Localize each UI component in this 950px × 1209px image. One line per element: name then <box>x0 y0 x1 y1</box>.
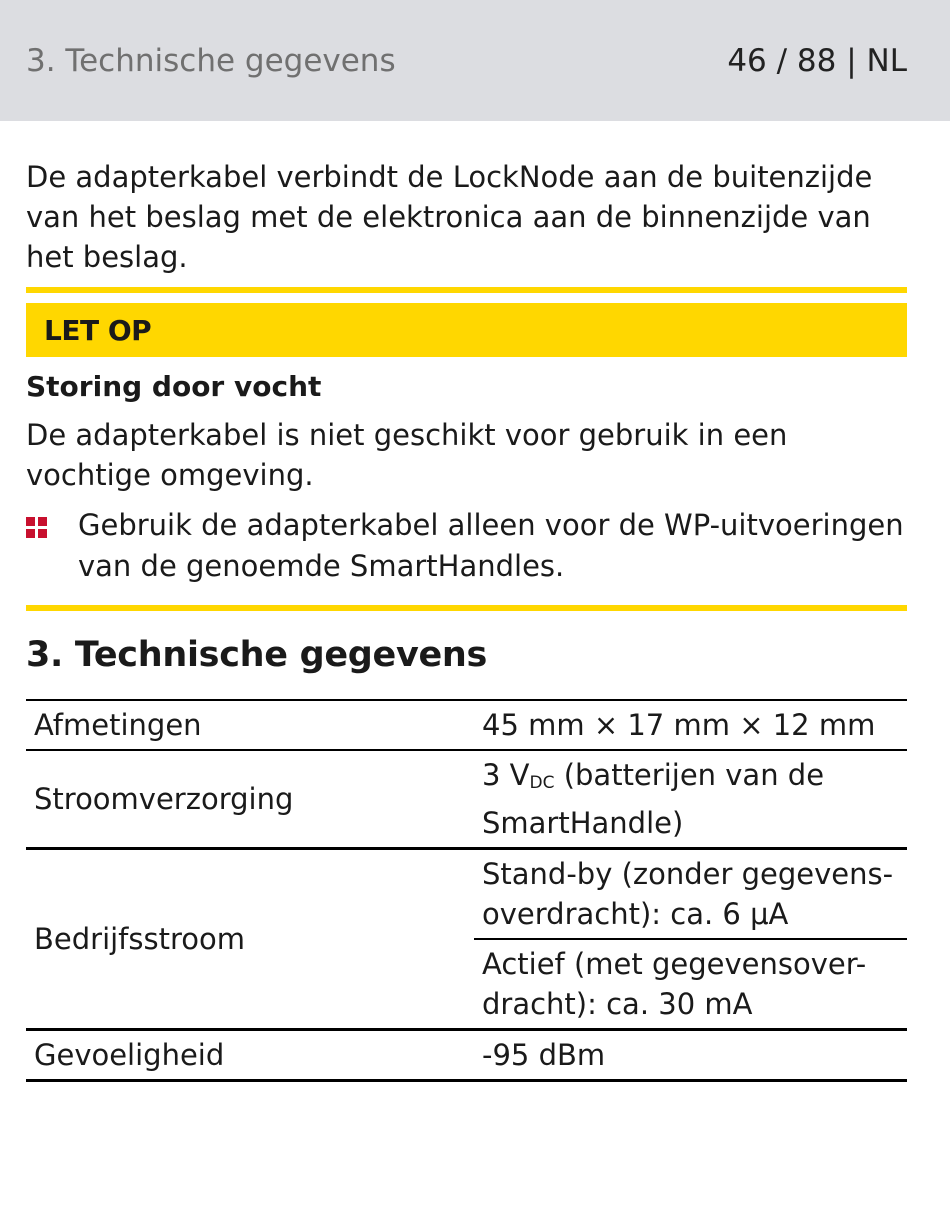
power-value-sub: DC <box>529 773 555 793</box>
notice-label: LET OP <box>26 303 907 357</box>
power-value-prefix: 3 V <box>482 758 530 792</box>
spec-value <box>474 750 907 849</box>
spec-label: Stroomverzorging <box>34 782 294 816</box>
spec-table <box>26 699 907 1082</box>
spec-value: Actief (met gegevensover-dracht): ca. 30 mA <box>474 939 907 1030</box>
notice-bullet-text: Gebruik de adapterkabel alleen voor de WP-uitvoeringen van de genoemde SmartHandles. <box>78 508 904 583</box>
spec-label: Bedrijfsstroom <box>34 922 246 956</box>
spec-value: -95 dBm <box>482 1038 606 1072</box>
spec-label: Afmetingen <box>34 708 202 742</box>
table-row <box>26 1030 907 1081</box>
bullet-square-icon <box>26 505 78 587</box>
table-row <box>26 700 907 750</box>
notice-title: Storing door vocht <box>26 370 322 403</box>
spec-label: Gevoeligheid <box>34 1038 225 1072</box>
notice-box <box>26 287 907 611</box>
section-name: 3. Technische gegevens <box>26 42 396 79</box>
page-indicator: 46 / 88 | NL <box>727 42 907 79</box>
page-content <box>0 157 950 1082</box>
page-header <box>0 0 950 121</box>
notice-bullet <box>26 505 907 587</box>
table-row <box>26 849 907 940</box>
spec-value: Stand-by (zonder gegevens-overdracht): ca. 6 μA <box>482 857 894 931</box>
table-row <box>26 750 907 849</box>
section-heading: 3. Technische gegevens <box>26 635 488 675</box>
spec-value: 45 mm × 17 mm × 12 mm <box>482 708 876 742</box>
notice-text: De adapterkabel is niet geschikt voor gebruik in een vochtige omgeving. <box>26 418 788 492</box>
power-value-suffix: (batterijen van de SmartHandle) <box>482 758 825 840</box>
intro-paragraph: De adapterkabel verbindt de LockNode aan de buitenzijde van het beslag met de elektronica aan de binnenzijde van het beslag. <box>26 160 873 274</box>
